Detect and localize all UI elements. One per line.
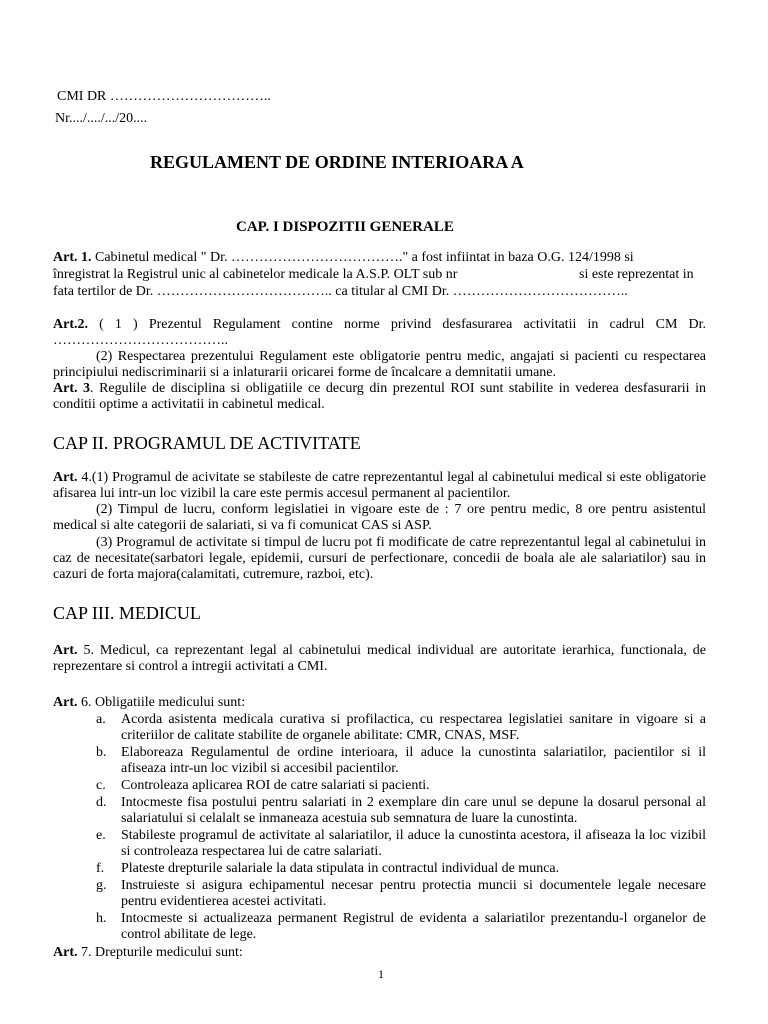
list-item-marker: b.	[96, 745, 107, 760]
chapter-3-heading: CAP III. MEDICUL	[53, 603, 201, 623]
article-4-paragraph-2: (2) Timpul de lucru, conform legislatiei in vigoare este de : 7 ore pentru medic, 8 ore pentru asistentul medical si alte categorii de salariati, si va fi comunicat CAS si ASP.	[53, 502, 706, 534]
article-1-label: Art. 1.	[53, 250, 92, 265]
article-1-line-3: fata tertilor de Dr. ……………………………….. ca titular al CMI Dr. ………………………………..	[53, 284, 628, 299]
list-item: Instruieste si asigura echipamentul necesar pentru protectia muncii si documentele legale necesare pentru evidentierea acestei activitati.	[121, 878, 706, 910]
document-title: REGULAMENT DE ORDINE INTERIOARA A	[150, 152, 524, 172]
list-item: Stabileste programul de activitate al salariatilor, il aduce la cunostinta acestora, il afiseaza la loc vizibil si controleaza respectarea lui de catre salariati.	[121, 828, 706, 860]
list-item-marker: c.	[96, 778, 106, 793]
list-item: Intocmeste si actualizeaza permanent Registrul de evidenta a salariatilor prezentandu-l organelor de control abilitate de lege.	[121, 911, 706, 943]
list-item: Elaboreaza Regulamentul de ordine interioara, il aduce la cunostinta salariatilor, pacientilor si il afiseaza intr-un loc vizibil si accesibil pacientilor.	[121, 745, 706, 777]
chapter-2-heading: CAP II. PROGRAMUL DE ACTIVITATE	[53, 433, 361, 453]
page-number: 1	[378, 967, 384, 981]
list-item-marker: f.	[96, 861, 105, 876]
list-item-marker: g.	[96, 878, 107, 893]
article-3	[53, 381, 706, 413]
article-5-text: 5. Medicul, ca reprezentant legal al cabinetului medical individual are autoritate ierarhica, functionala, de reprezentare si control a intregii activitati a CMI.	[53, 643, 706, 675]
article-7-label: Art.	[53, 945, 78, 960]
article-4-text-1: 4.(1) Programul de acivitate se stabileste de catre reprezentantul legal al cabinetului medical si este obligatorie afisarea lui intr-un loc vizibil la care este permis accesul permanent al pacientilor.	[53, 470, 706, 502]
list-item: Intocmeste fisa postului pentru salariati in 2 exemplare din care unul se depune la dosarul personal al salariatului si celalalt se inmaneaza acestuia sub semnatura de luare la cunostinta.	[121, 795, 706, 827]
article-1-line-1	[53, 250, 634, 266]
article-6-intro	[53, 695, 245, 711]
list-item-marker: a.	[96, 712, 106, 727]
article-3-label: Art. 3	[53, 381, 91, 396]
cmi-doctor-line: CMI DR ……………………………..	[57, 89, 271, 104]
article-1-line-2b: si este reprezentat in	[579, 267, 694, 282]
list-item: Acorda asistenta medicala curativa si profilactica, cu respectarea legislatiei sanitare in vigoare si a criteriilor de calitate stabilite de organele abilitate: CMR, CNAS, MSF.	[121, 712, 706, 744]
article-2-paragraph-1	[53, 317, 706, 349]
article-7-text: 7. Drepturile medicului sunt:	[77, 945, 243, 960]
article-2-paragraph-2: (2) Respectarea prezentului Regulament este obligatorie pentru medic, angajati si pacienti cu respectarea principiului nediscriminarii si a inlaturarii oricarei forme de încalcare a demnitatii umane.	[53, 349, 706, 381]
article-6-intro-text: 6. Obligatiile medicului sunt:	[77, 695, 246, 710]
list-item: Plateste drepturile salariale la data stipulata in contractul individual de munca.	[121, 861, 560, 876]
article-4-label: Art.	[53, 470, 78, 485]
list-item-marker: d.	[96, 795, 107, 810]
article-7-intro	[53, 945, 243, 961]
list-item-marker: e.	[96, 828, 106, 843]
article-4-paragraph-3: (3) Programul de activitate si timpul de lucru pot fi modificate de catre reprezentantul legal al cabinetului in caz de necesitate(sarbatori legale, epidemii, cursuri de perfectionare, concedii de boala ale ale salariatilor) sau in cazuri de forta majora(calamitati, cutremure, razboi, etc).	[53, 535, 706, 583]
document-number-line: Nr..../..../.../20....	[55, 111, 148, 126]
article-3-text: . Regulile de disciplina si obligatiile ce decurg din prezentul ROI sunt stabilite in vederea desfasurarii in conditii optime a activitatii in cabinetul medical.	[53, 381, 706, 413]
article-1-line-2a: înregistrat la Registrul unic al cabinetelor medicale la A.S.P. OLT sub nr	[53, 267, 458, 282]
chapter-1-heading: CAP. I DISPOZITII GENERALE	[236, 219, 454, 235]
article-2-text-1: ( 1 ) Prezentul Regulament contine norme privind desfasurarea activitatii in cadrul CM Dr. ………………………………..	[53, 317, 707, 349]
list-item-marker: h.	[96, 911, 107, 926]
article-5	[53, 643, 706, 675]
article-4-paragraph-1	[53, 470, 706, 502]
article-6-label: Art.	[53, 695, 78, 710]
article-2-label: Art.2.	[53, 317, 88, 332]
article-5-label: Art.	[53, 643, 78, 658]
article-1-text-1: Cabinetul medical " Dr. ………………………………." a fost infiintat in baza O.G. 124/1998 si	[95, 250, 634, 265]
list-item: Controleaza aplicarea ROI de catre salariati si pacienti.	[121, 778, 430, 793]
